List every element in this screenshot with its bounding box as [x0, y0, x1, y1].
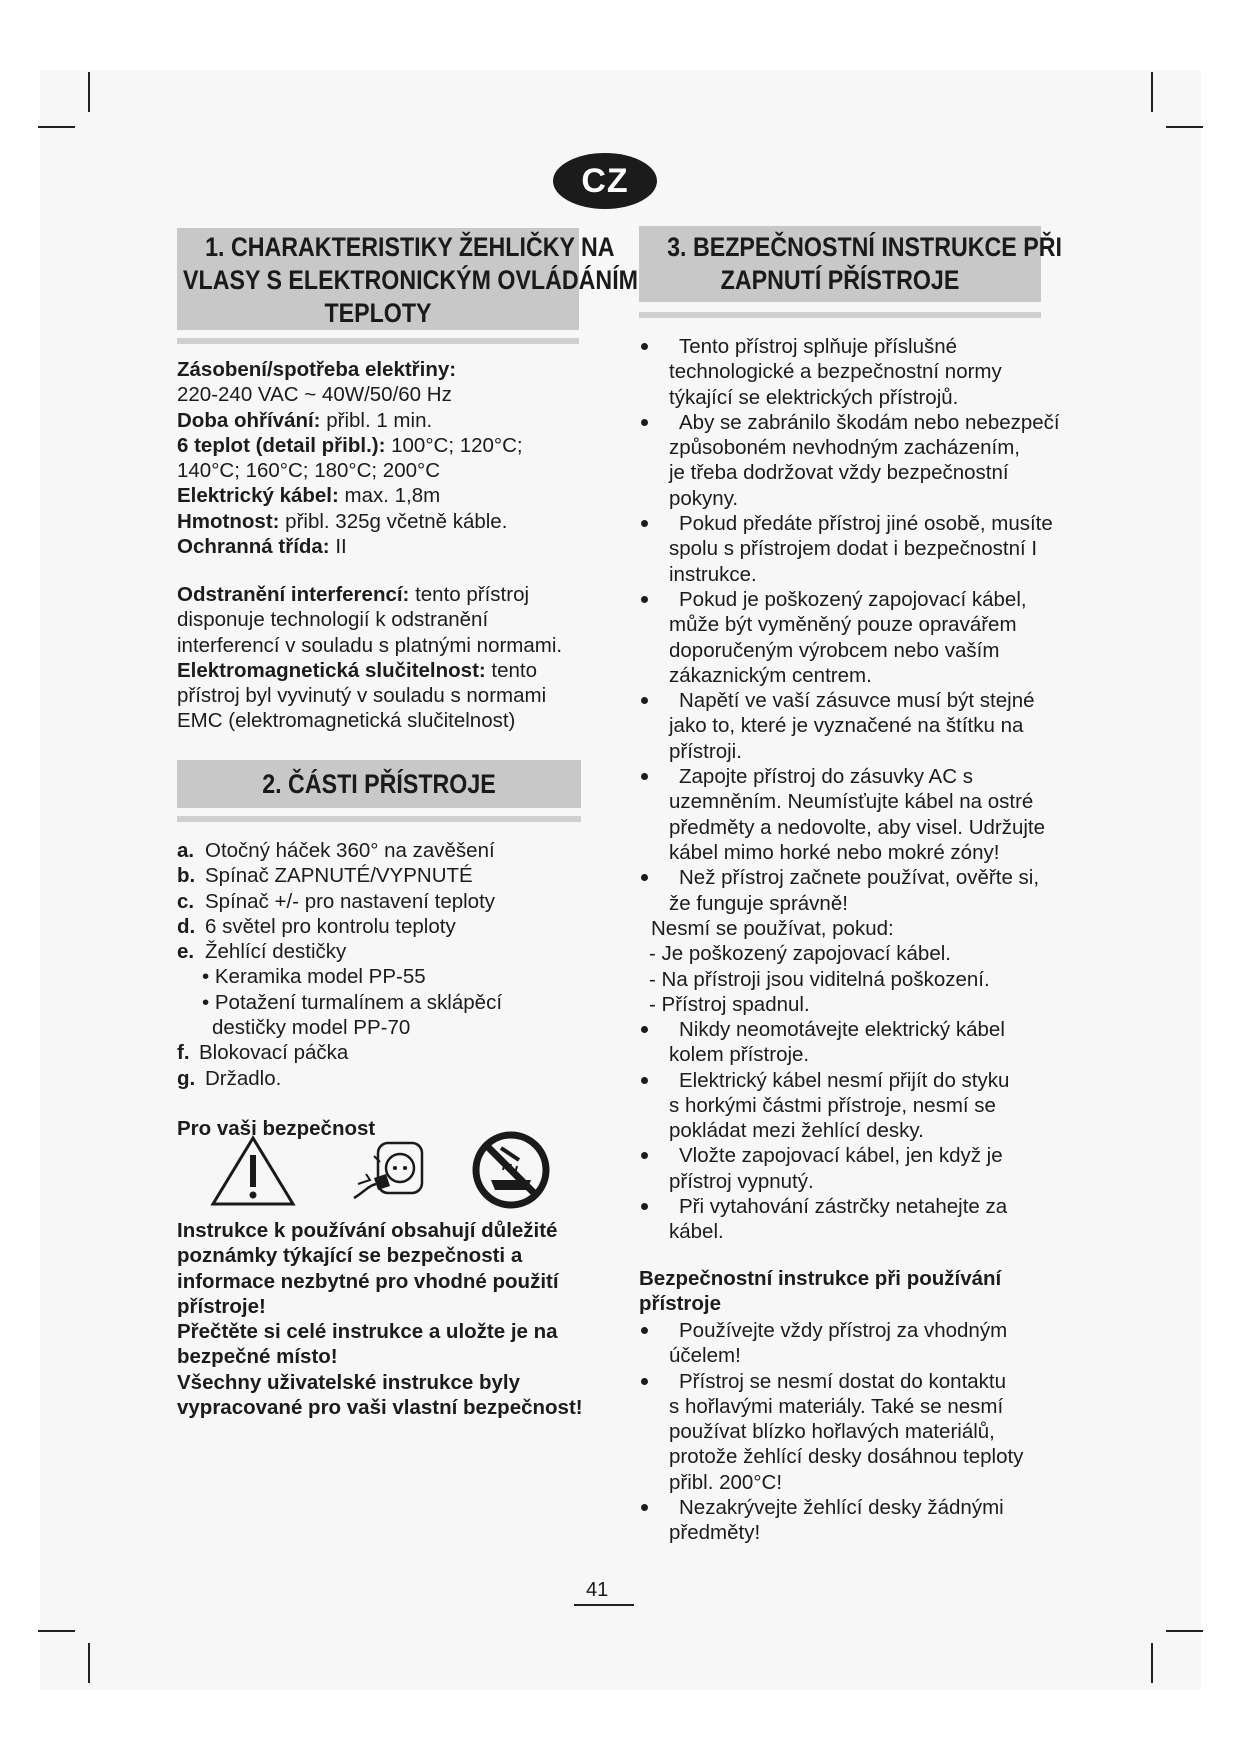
spec-line: Hmotnost: přibl. 325g včetně káble.: [177, 509, 508, 533]
part-item: g. Držadlo.: [177, 1066, 282, 1090]
part-item: c. Spínač +/- pro nastavení teploty: [177, 889, 496, 913]
safety-warning-line: bezpečné místo!: [177, 1345, 338, 1369]
section2-title: [177, 760, 581, 808]
spec-line: 6 teplot (detail přibl.): 100°C; 120°C;: [177, 433, 523, 457]
not-use-block: [649, 916, 990, 1017]
interference-line: Odstranění interferencí: tento přístroj: [177, 583, 530, 606]
not-use-line: Nesmí se používat, pokud:: [651, 917, 894, 940]
part-subitem: destičky model PP-70: [212, 1016, 411, 1040]
crop-mark: [1151, 1643, 1153, 1683]
spec-line: 140°C; 160°C; 180°C; 200°C: [177, 459, 440, 483]
warning-triangle-icon: [210, 1135, 296, 1207]
section3-title: [639, 226, 1062, 302]
interference-line: přístroj byl vyvinutý v souladu s normami: [177, 684, 547, 708]
part-subitem: • Potažení turmalínem a sklápěcí: [202, 990, 503, 1014]
interference-line: EMC (elektromagnetická slučitelnost): [177, 709, 516, 733]
bullet-item: Pokud předáte přístroj jiné osobě, musíte spolu s přístrojem dodat i bezpečnostní I instrukce.: [639, 511, 1079, 587]
specs-block: [177, 357, 577, 559]
interference-line: Elektromagnetická slučitelnost: tento: [177, 658, 538, 682]
usage-heading-line: Bezpečnostní instrukce při používání: [639, 1267, 1002, 1290]
part-item: f. Blokovací páčka: [177, 1041, 349, 1065]
bullet-item: Elektrický kábel nesmí přijít do styku s horkými částmi přístroje, nesmí se pokládat mezi žehlící desky.: [639, 1068, 1079, 1144]
crop-mark: [38, 1630, 75, 1632]
bullet-item: Než přístroj začnete používat, ověřte si, že funguje správně!: [639, 865, 1079, 916]
safety-warning-line: informace nezbytné pro vhodné použití: [177, 1269, 559, 1293]
crop-mark: [38, 126, 75, 128]
spec-line: Doba ohřívání: přibl. 1 min.: [177, 408, 433, 432]
usage-heading-line: přístroje: [639, 1292, 722, 1316]
spec-line: Zásobení/spotřeba elektřiny:: [177, 358, 457, 381]
bullet-item: Tento přístroj splňuje příslušné technologické a bezpečnostní normy týkající se elektrických přístrojů.: [639, 334, 1079, 410]
safety-warning: [177, 1218, 583, 1420]
crop-mark: [88, 72, 90, 112]
bullet-item: Pokud je poškozený zapojovací kábel, může být vyměněný pouze opravářem doporučeným výrobcem nebo vaším zákaznickým centrem.: [639, 587, 1079, 688]
bullet-item: Nikdy neomotávejte elektrický kábel kolem přístroje.: [639, 1017, 1079, 1068]
unplug-icon: [350, 1140, 426, 1204]
bullet-item: Přístroj se nesmí dostat do kontaktu s hořlavými materiály. Také se nesmí používat blízko hořlavých materiálů, protože žehlící desky dosáhnou teploty přibl. 200°C!: [639, 1369, 1079, 1495]
bullet-item: Používejte vždy přístroj za vhodným účelem!: [639, 1318, 1079, 1369]
section3-title-line: 3. BEZPEČNOSTNÍ INSTRUKCE PŘI: [667, 232, 1062, 262]
crop-mark: [88, 1643, 90, 1683]
part-item: e. Žehlící destičky: [177, 940, 347, 964]
bullet-item: Vložte zapojovací kábel, jen když je přístroj vypnutý.: [639, 1143, 1079, 1194]
safety-heading: Pro vaši bezpečnost: [177, 1117, 376, 1140]
safety-warning-line: poznámky týkající se bezpečnosti a: [177, 1244, 523, 1268]
bullet-item: Aby se zabránilo škodám nebo nebezpečí způsoboném nevhodným zacházením, je třeba dodržovat vždy bezpečnostní pokyny.: [639, 410, 1079, 511]
safety-warning-line: Všechny uživatelské instrukce byly: [177, 1370, 520, 1394]
safety-warning-line: přístroje!: [177, 1294, 266, 1318]
page-number: 41: [586, 1579, 609, 1601]
bullet-item: Při vytahování zástrčky netahejte za kábel.: [639, 1194, 1079, 1245]
section1-title-line: TEPLOTY: [324, 298, 432, 328]
section2-title-text: 2. ČÁSTI PŘÍSTROJE: [262, 769, 496, 799]
not-use-line: - Přístroj spadnul.: [649, 992, 810, 1016]
part-item: d. 6 světel pro kontrolu teploty: [177, 914, 456, 938]
section1-title-line: 1. CHARAKTERISTIKY ŽEHLIČKY NA: [205, 232, 615, 262]
spec-line: 220-240 VAC ~ 40W/50/60 Hz: [177, 383, 452, 407]
section3-rule: [639, 312, 1041, 318]
parts-list: [177, 838, 577, 1091]
crop-mark: [1151, 72, 1153, 112]
language-badge: CZ: [553, 153, 657, 209]
section2-rule: [177, 816, 581, 822]
section3-bullets-b: [639, 1017, 1079, 1245]
bullet-item: Napětí ve vaší zásuvce musí být stejné jako to, které je vyznačené na štítku na přístroji.: [639, 688, 1079, 764]
section1-title: [177, 228, 638, 330]
safety-warning-line: vypracované pro vaši vlastní bezpečnost!: [177, 1396, 583, 1420]
interference-line: interferencí v souladu s platnými normami.: [177, 633, 563, 657]
part-subitem: • Keramika model PP-55: [202, 965, 426, 989]
bullet-item: Nezakrývejte žehlící desky žádnými předměty!: [639, 1495, 1079, 1546]
safety-warning-line: Přečtěte si celé instrukce a uložte je na: [177, 1320, 558, 1344]
part-item: b. Spínač ZAPNUTÉ/VYPNUTÉ: [177, 864, 473, 888]
crop-mark: [1166, 1630, 1203, 1632]
section1-rule: [177, 338, 579, 344]
spec-line: Ochranná třída: II: [177, 535, 347, 559]
usage-heading: [639, 1266, 1001, 1317]
safety-warning-line: Instrukce k používání obsahují důležité: [177, 1219, 558, 1242]
page-number-rule: [574, 1604, 634, 1606]
section1-title-line: VLASY S ELEKTRONICKÝM OVLÁDÁNÍM: [183, 265, 638, 295]
interference-block: [177, 582, 577, 734]
part-item: a. Otočný háček 360° na zavěšení: [177, 839, 495, 862]
interference-line: disponuje technologií k odstranění: [177, 608, 489, 632]
section3-bullets-c: [639, 1318, 1079, 1546]
not-use-line: - Na přístroji jsou viditelná poškození.: [649, 967, 990, 991]
section3-title-line: ZAPNUTÍ PŘÍSTROJE: [720, 265, 960, 295]
no-water-icon: [471, 1130, 551, 1210]
crop-mark: [1166, 126, 1203, 128]
section3-bullets-a: [639, 334, 1079, 916]
bullet-item: Zapojte přístroj do zásuvky AC s uzemněním. Neumísťujte kábel na ostré předměty a nedovolte, aby visel. Udržujte kábel mimo horké nebo mokré zóny!: [639, 764, 1079, 865]
not-use-line: - Je poškozený zapojovací kábel.: [649, 942, 951, 966]
spec-line: Elektrický kábel: max. 1,8m: [177, 484, 441, 508]
